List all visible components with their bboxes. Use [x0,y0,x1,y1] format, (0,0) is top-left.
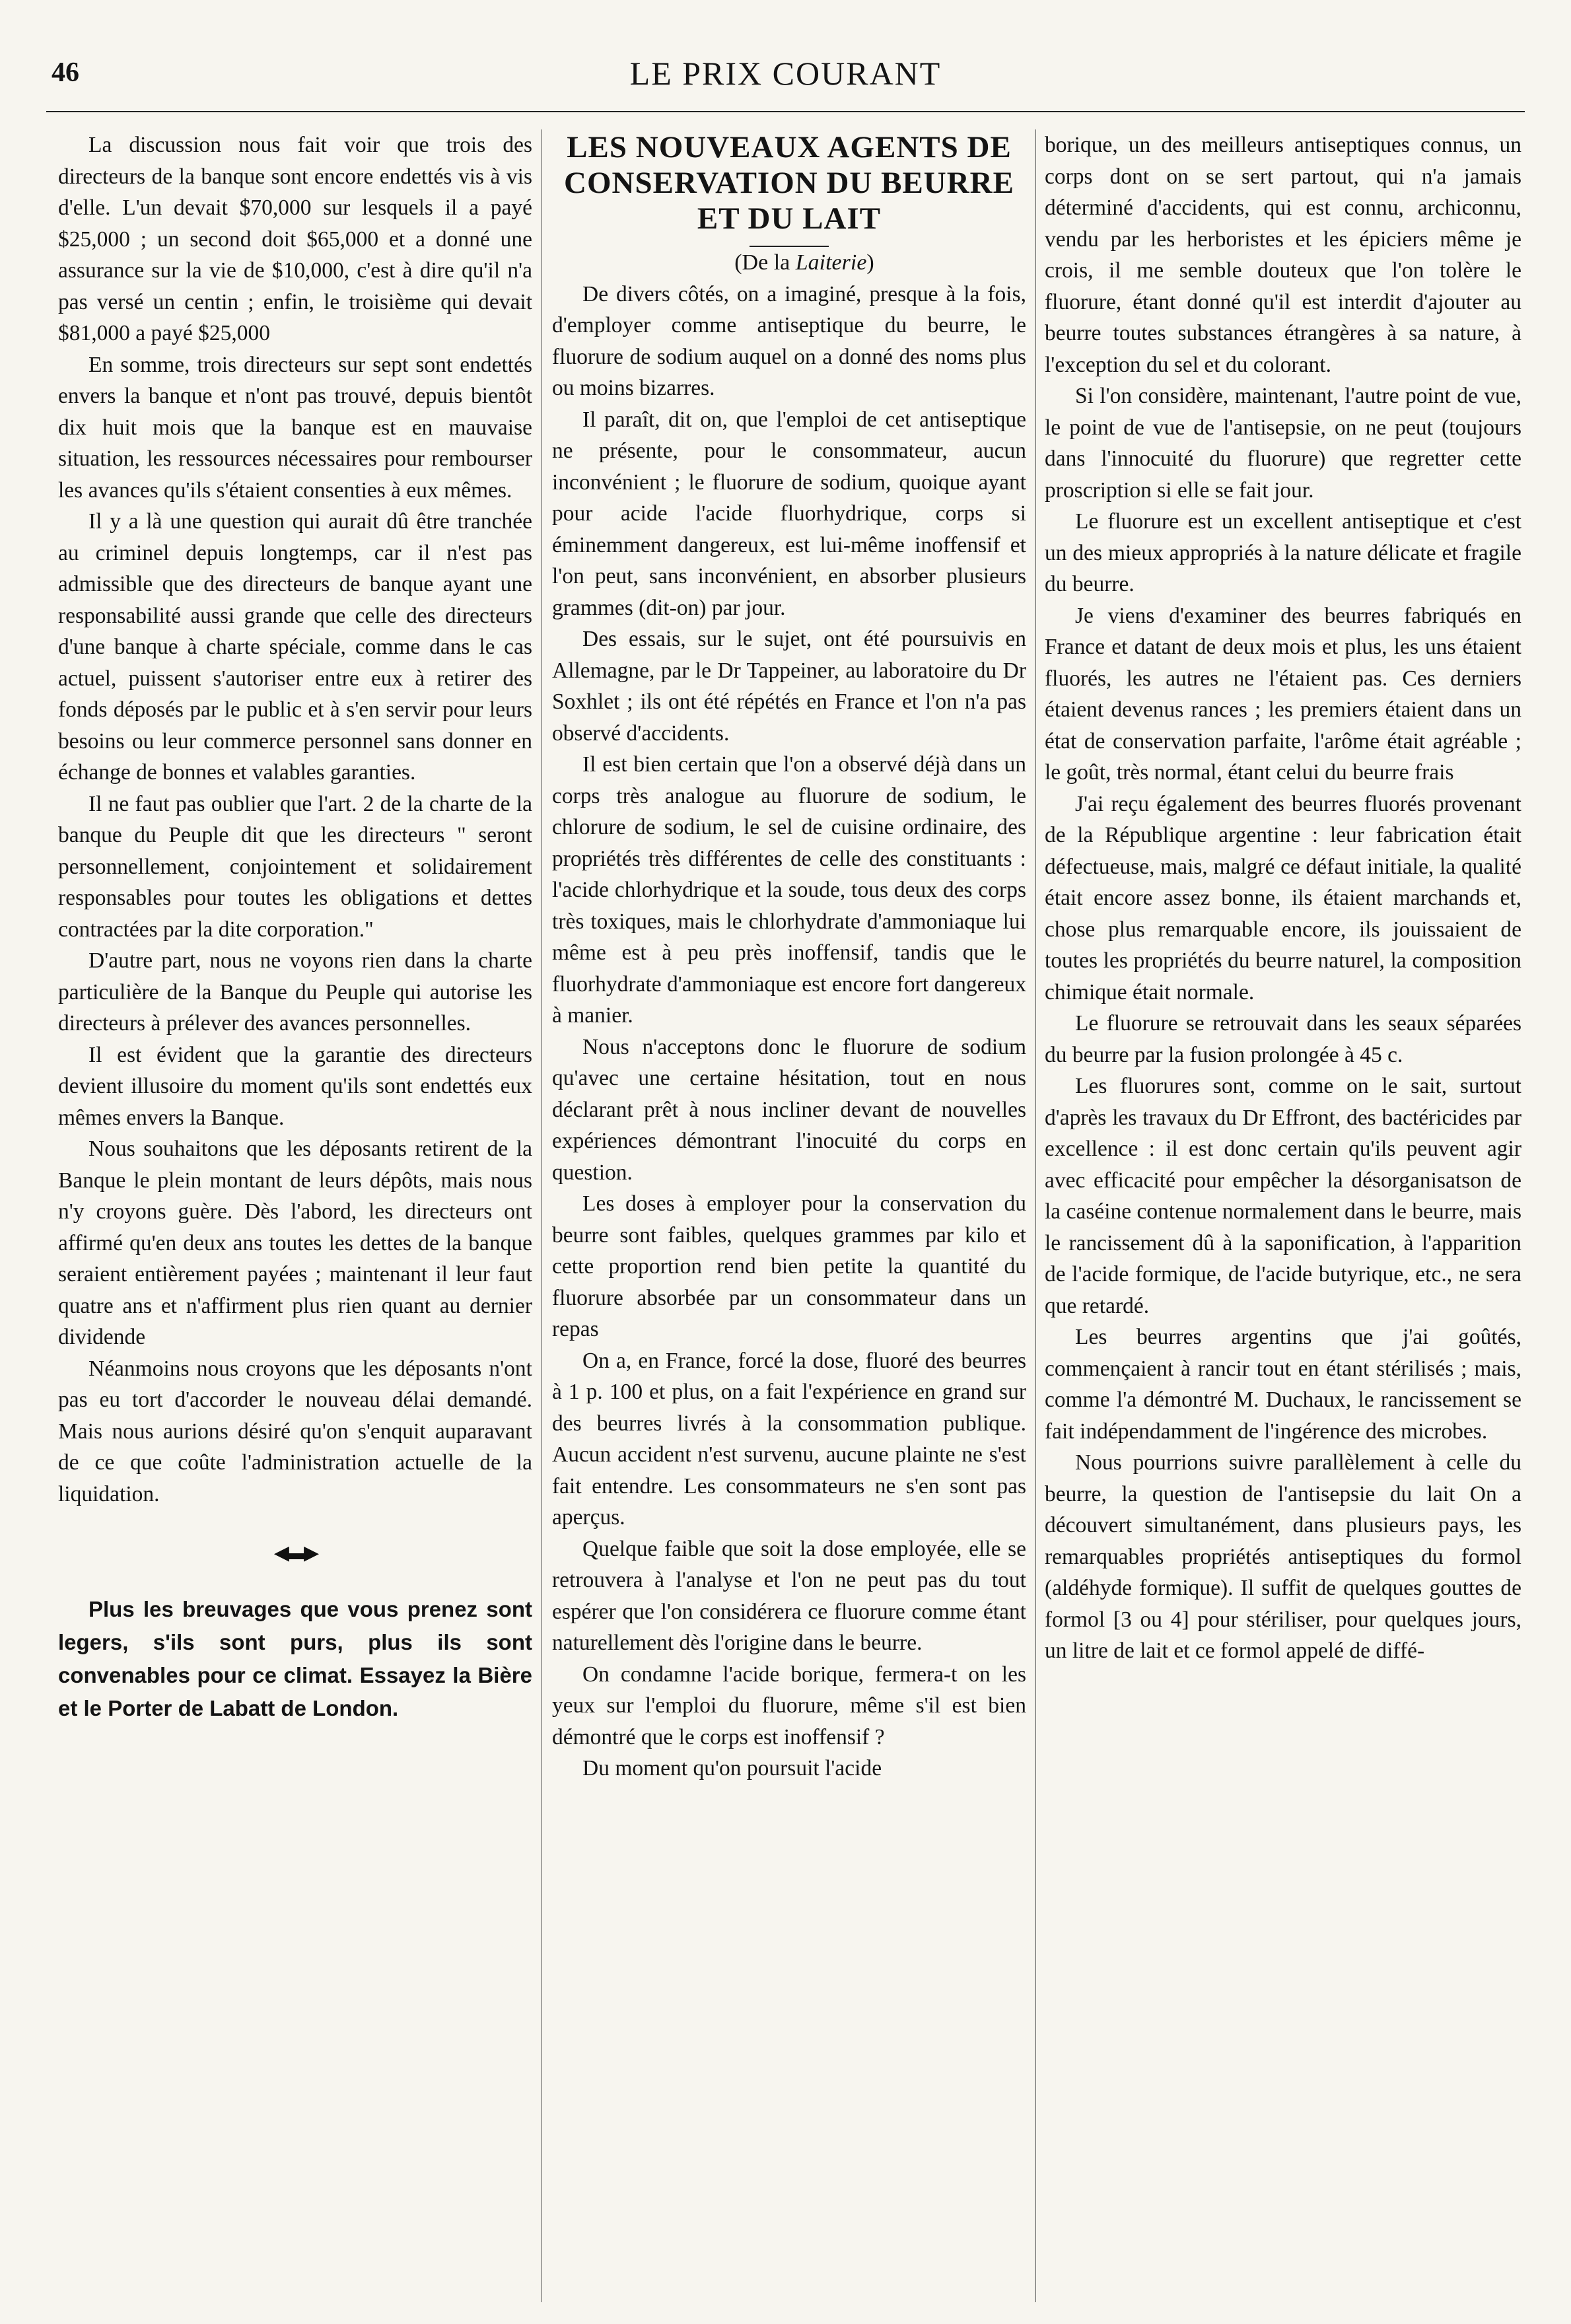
paragraph: Néanmoins nous croyons que les déposants n'ont pas eu tort d'accorder le nouveau délai demandé. Mais nous aurions désiré qu'on s'enquit auparavant de ce que coûte l'administration actuelle de la liquidation. [58,1356,532,1506]
section-ornament: ◀▬▶ [273,1542,317,1564]
paragraph: Il est évident que la garantie des directeurs devient illusoire du moment qu'ils sont endettés eux mêmes envers la Banque. [58,1042,532,1130]
paragraph: Quelque faible que soit la dose employée, elle se retrouvera à l'analyse et l'on ne peut pas du tout espérer que l'on considérera ce fluorure comme étant naturellement dès l'origine dans le beurre. [552,1536,1026,1655]
paragraph: Je viens d'examiner des beurres fabriqués en France et datant de deux mois et plus, les uns étaient fluorés, les autres ne l'étaient pas. Ces derniers étaient devenus rances ; les premiers étaient dans un état de conservation parfaite, l'arôme était agréable ; le goût, très normal, étant celui du beurre frais [1045,603,1521,785]
page-number: 46 [52,57,79,88]
paragraph: Du moment qu'on poursuit l'acide [582,1756,882,1780]
paragraph: Les doses à employer pour la conservation du beurre sont faibles, quelques grammes par kilo et cette proportion rend bien petite la quantité du fluorure absorbée par un consommateur dans un repas [552,1191,1026,1341]
paragraph: Nous n'acceptons donc le fluorure de sodium qu'avec une certaine hésitation, tout en nous déclarant prêt à nous incliner devant de nouvelles expériences démontrant l'inocuité du corps en question. [552,1034,1026,1185]
paragraph: De divers côtés, on a imaginé, presque à la fois, d'employer comme antiseptique du beurre, le fluorure de sodium auquel on a donné des noms plus ou moins bizarres. [552,281,1026,400]
paragraph: Il ne faut pas oublier que l'art. 2 de la charte de la banque du Peuple dit que les directeurs " seront personnellement, conjointement et solidairement responsables pour toutes les obligations et dettes contractées par la dite corporation." [58,791,532,942]
paragraph: D'autre part, nous ne voyons rien dans la charte particulière de la Banque du Peuple qui autorise les directeurs à prélever des avances personnelles. [58,948,532,1036]
paragraph: Si l'on considère, maintenant, l'autre point de vue, le point de vue de l'antisepsie, on ne peut (toujours dans l'innocuité du fluorure) que regretter cette proscription si elle se fait jour. [1045,384,1521,503]
paragraph: J'ai reçu également des beurres fluorés provenant de la République argentine : leur fabrication était défectueuse, mais, malgré ce défaut initiale, la qualité était encore assez bonne, ils étaient marchands et, chose plus remarquable encore, ils jouissaient de toutes les propriétés du beurre naturel, la composition chimique était normale. [1045,791,1521,1004]
paragraph: La discussion nous fait voir que trois des directeurs de la banque sont encore endettés vis à vis d'elle. L'un devait $70,000 sur lesquels il a payé $25,000 ; un second doit $65,000 et a donné une assurance sur la vie de $10,000, c'est à dire qu'il n'a pas versé un centin ; enfin, le troisième qui devait $81,000 a payé $25,000 [58,133,532,345]
column-rule-right [1035,129,1036,2302]
paragraph: Nous pourrions suivre parallèlement à celle du beurre, la question de l'antisepsie du lait On a découvert simultanément, dans plusieurs pays, les remarquables propriétés antiseptiques du formol (aldéhyde formique). Il suffit de quelques gouttes de formol [3 ou 4] pour stériliser, pour quelques jours, un litre de lait et ce formol appelé de diffé- [1045,1450,1521,1663]
running-title: LE PRIX COURANT [629,55,942,92]
source-name: Laiterie [795,250,867,275]
paragraph-continued: borique, un des meilleurs antiseptiques connus, un corps dont on se sert partout, qui n'a jamais déterminé d'accidents, qui est connu, archiconnu, vendu par les herboristes et les épiciers même je crois, il me semble douteux que l'on tolère le fluorure, étant donné qu'il est interdit d'ajouter au beurre toutes substances étrangères à sa nature, à l'exception du sel et du colorant. [1045,133,1521,377]
paragraph: Le fluorure se retrouvait dans les seaux séparées du beurre par la fusion prolongée à 45 c. [1045,1011,1521,1067]
paragraph: Il y a là une question qui aurait dû être tranchée au criminel depuis longtemps, car il n'est pas admissible que des directeurs de banque ayant une responsabilité aussi grande que celle des directeurs d'une banque à charte spéciale, comme dans le cas actuel, puissent s'autoriser entre eux à retirer des fonds déposés par le public et à s'en servir pour leurs besoins ou leur commerce personnel sans donner en échange de bonnes et valables garanties. [58,509,532,785]
paragraph: Nous souhaitons que les déposants retirent de la Banque le plein montant de leurs dépôts, mais nous n'y croyons guère. Dès l'abord, les directeurs ont affirmé qu'en deux ans toutes les dettes de la banque seraient entièrement payées ; maintenant il leur faut quatre ans et n'affirment plus rien quant au dernier dividende [58,1137,532,1349]
paragraph: Il paraît, dit on, que l'emploi de cet antiseptique ne présente, pour le consommateur, aucun inconvénient ; le fluorure de sodium, quoique ayant pour acide l'acide fluorhydrique, corps si éminemment dangereux, est lui-même inoffensif et l'on peut, sans inconvénient, en absorber plusieurs grammes (dit-on) par jour. [552,407,1026,620]
column-right [1045,129,1521,2309]
article-title: LES NOUVEAUX AGENTS DE CONSERVATION DU BEURRE ET DU LAIT [564,130,1014,236]
banque-editorial [58,129,532,1510]
column-middle [552,129,1026,2309]
paragraph: En somme, trois directeurs sur sept sont endettés envers la banque et n'ont pas trouvé, depuis bientôt dix huit mois que la banque est en mauvaise situation, les ressources nécessaires pour rembourser les avances qu'ils s'étaient consenties à eux mêmes. [58,352,532,503]
paragraph: Des essais, sur le sujet, ont été poursuivis en Allemagne, par le Dr Tappeiner, au laboratoire du Dr Soxhlet ; ils ont été répétés en France et l'on n'a pas observé d'accidents. [552,627,1026,746]
column-left [58,129,532,2309]
paragraph: On condamne l'acide borique, fermera-t on les yeux sur l'emploi du fluorure, même s'il est bien démontré que le corps est inoffensif ? [552,1662,1026,1749]
paragraph: On a, en France, forcé la dose, fluoré des beurres à 1 p. 100 et plus, on a fait l'expérience en grand sur des beurres livrés à la consommation publique. Aucun accident n'est survenu, aucune plainte ne s'est fait entendre. Les consommateurs ne s'en sont pas aperçus. [552,1348,1026,1530]
paragraph: Les beurres argentins que j'ai goûtés, commençaient à rancir tout en étant stérilisés ; mais, comme l'a démontré M. Duchaux, le rancissement se fait indépendamment de l'ingérence des microbes. [1045,1325,1521,1444]
paragraph: Le fluorure est un excellent antiseptique et c'est un des mieux appropriés à la nature délicate et fragile du beurre. [1045,509,1521,596]
paragraph: Il est bien certain que l'on a observé déjà dans un corps très analogue au fluorure de sodium, le chlorure de sodium, le sel de cuisine ordinaire, des propriétés très différentes de celle des constituants : l'acide chlorhydrique et la soude, tous deux des corps très toxiques, mais le chlorhydrate d'ammoniaque lui même est à peu près inoffensif, tandis que le fluorhydrate d'ammoniaque est encore fort dangereux à manier. [552,752,1026,1028]
header-rule [46,111,1525,112]
paragraph: Les fluorures sont, comme on le sait, surtout d'après les travaux du Dr Effront, des bactéricides par excellence : il est donc certain qu'ils peuvent agir avec efficacité pour empêcher la désorganisatson de la caséine contenue normalement dans le beurre, mais le rancissement dû à la saponification, à l'apparition de l'acide formique, de l'acide butyrique, etc., ne sera que retardé. [1045,1074,1521,1318]
labatt-advertisement: Plus les breuvages que vous prenez sont legers, s'ils sont purs, plus ils sont convenables pour ce climat. Essayez la Bière et le Porter de Labatt de London. [58,1596,532,1720]
article-source: (De la Laiterie) [734,250,874,275]
column-rule-left [541,129,542,2302]
